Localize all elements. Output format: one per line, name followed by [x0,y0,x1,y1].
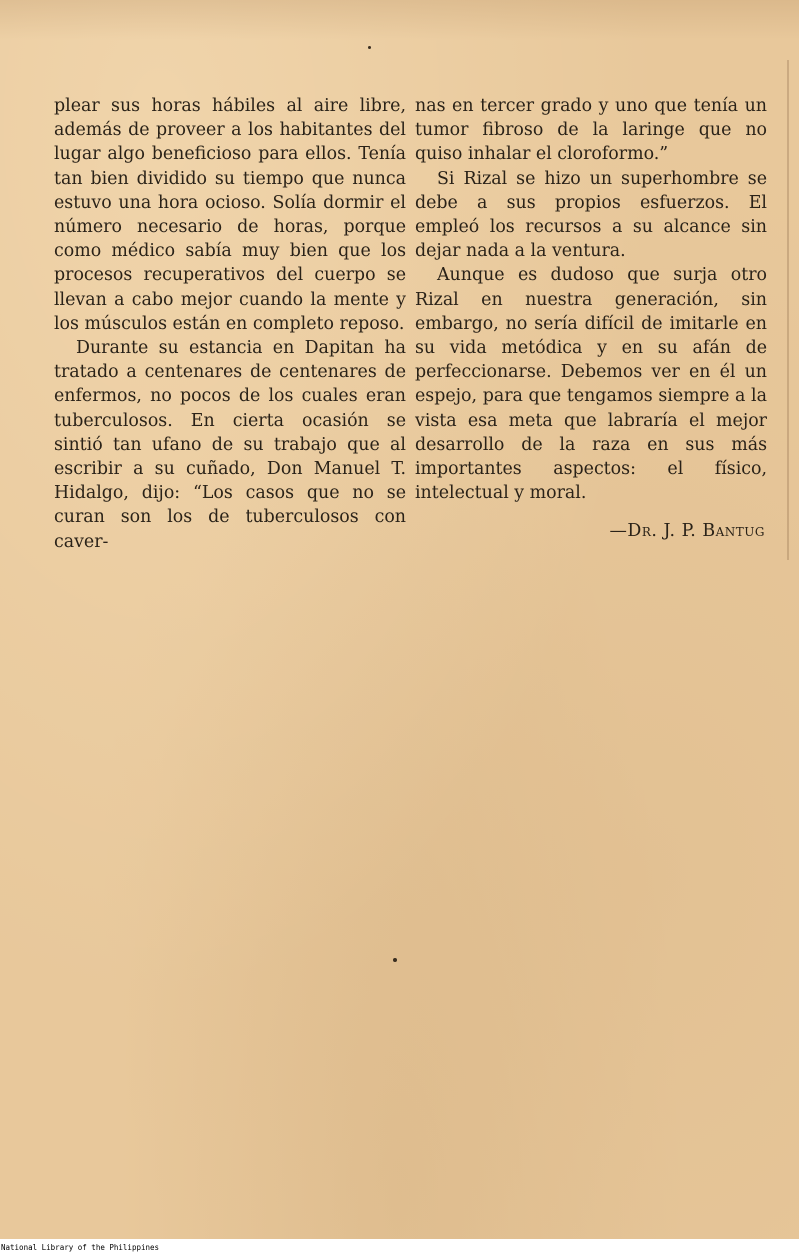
ink-speck [393,958,397,962]
right-column [415,94,767,544]
paragraph: plear sus horas hábiles al aire libre, además de proveer a los habitantes del lugar algo beneficioso para ellos. Tenía tan bien dividido su tiempo que nunca estuvo una hora ocioso. Solía dormir el número necesario de horas, porque como médico sabía muy bien que los procesos recuperativos del cuerpo se llevan a cabo mejor cuando la mente y los músculos están en completo reposo. [54,96,406,334]
paragraph: Si Rizal se hizo un superhombre se debe a sus propios esfuerzos. El empleó los recursos a su alcance sin dejar nada a la ventura. [415,168,767,262]
page-fold-line [787,60,789,560]
author-signature [415,519,767,543]
ink-speck [368,46,371,49]
paragraph: nas en tercer grado y uno que tenía un tumor fibroso de la laringe que no quiso inhalar el cloroformo.” [415,96,767,165]
library-credit: National Library of the Philippines [1,1243,160,1252]
footer-bar [0,1239,799,1253]
page-top-shadow [0,0,799,40]
paragraph: Durante su estancia en Dapitan ha tratado a centenares de centenares de enfermos, no pocos de los cuales eran tuberculosos. En cierta ocasión se sintió tan ufano de su trabajo que al escribir a su cuñado, Don Manuel T. Hidalgo, dijo: “Los casos que no se curan son los de tuberculosos con caver- [54,338,406,552]
author-name: Dr. J. P. Bantug [627,521,765,542]
paragraph: Aunque es dudoso que surja otro Rizal en nuestra generación, sin embargo, no sería difícil de imitarle en su vida metódica y en su afán de perfeccionarse. Debemos ver en él un espejo, para que tengamos siempre a la vista esa meta que labraría el mejor desarrollo de la raza en sus más importantes aspectos: el físico, intelectual y moral. [415,265,767,504]
signature-dash: — [609,521,628,542]
left-column [54,94,406,554]
